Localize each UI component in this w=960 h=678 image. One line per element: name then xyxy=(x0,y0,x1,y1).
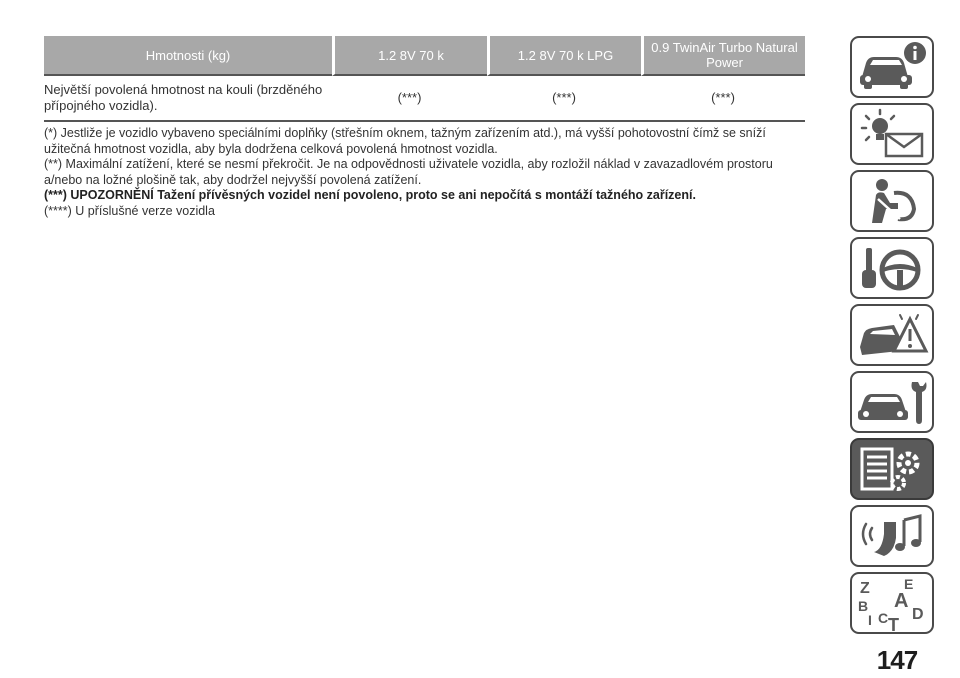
tab-safety[interactable] xyxy=(850,170,934,232)
tab-starting-driving[interactable] xyxy=(850,237,934,299)
svg-text:Z: Z xyxy=(860,580,870,597)
page-number: 147 xyxy=(876,645,918,675)
header-engine-1-2-8v-lpg: 1.2 8V 70 k LPG xyxy=(487,36,641,76)
footnotes xyxy=(44,126,814,219)
header-engine-1-2-8v: 1.2 8V 70 k xyxy=(332,36,487,76)
footnote-3-warning: (***) UPOZORNĚNÍ Tažení přívěsných vozidel není povoleno, proto se ani nepočítá s montáží tažného zařízení. xyxy=(44,188,696,202)
tab-index[interactable] xyxy=(850,572,934,634)
svg-text:E: E xyxy=(904,576,914,592)
tab-emergency[interactable] xyxy=(850,304,934,366)
row-label-towbar-load: Největší povolená hmotnost na kouli (brzděného přípojného vozidla). xyxy=(44,76,332,122)
svg-text:I: I xyxy=(868,612,872,628)
svg-text:C: C xyxy=(878,610,889,626)
car-crash-warning-icon xyxy=(854,307,930,363)
car-wrench-icon xyxy=(854,374,930,430)
header-engine-twinair: 0.9 TwinAir Turbo Natural Power xyxy=(641,36,805,76)
weights-table xyxy=(44,36,805,122)
svg-text:B: B xyxy=(858,598,869,614)
table-cell: (***) xyxy=(641,76,805,122)
svg-text:A: A xyxy=(894,590,909,612)
table-cell: (***) xyxy=(487,76,641,122)
table-row xyxy=(44,76,805,122)
svg-text:D: D xyxy=(912,606,924,623)
multimedia-music-icon xyxy=(854,508,930,564)
tab-car-info[interactable] xyxy=(850,36,934,98)
key-steering-wheel-icon xyxy=(854,240,930,296)
footnote-2: (**) Maximální zatížení, které se nesmí překročit. Je na odpovědnosti uživatele vozidla, aby rozložil náklad v zavazadlovém prostoru a/nebo na ložné plošině tak, aby dodržel nejvyšší povolená zatížení. xyxy=(44,157,773,187)
tab-multimedia[interactable] xyxy=(850,505,934,567)
footnote-4: (****) U příslušné verze vozidla xyxy=(44,203,215,218)
tab-technical-specifications[interactable] xyxy=(850,438,934,500)
airbag-seat-icon xyxy=(854,173,930,229)
header-weights: Hmotnosti (kg) xyxy=(44,36,332,76)
table-header-row xyxy=(44,36,805,76)
specs-list-gear-icon xyxy=(854,441,930,497)
footnote-1: (*) Jestliže je vozidlo vybaveno speciálními doplňky (střešním oknem, tažným zařízením atd.), má vyšší pohotovostní čímž se sníží užitečná hmotnost vozidla, aby byla dodržena celková povolená hmotnost vozidla. xyxy=(44,126,766,156)
alphabetical-index-icon xyxy=(854,575,930,631)
warning-lights-envelope-icon xyxy=(854,106,930,162)
tab-warning-lights[interactable] xyxy=(850,103,934,165)
svg-text:T: T xyxy=(888,615,899,631)
tab-service-maintenance[interactable] xyxy=(850,371,934,433)
car-info-icon xyxy=(854,39,930,95)
table-cell: (***) xyxy=(332,76,487,122)
